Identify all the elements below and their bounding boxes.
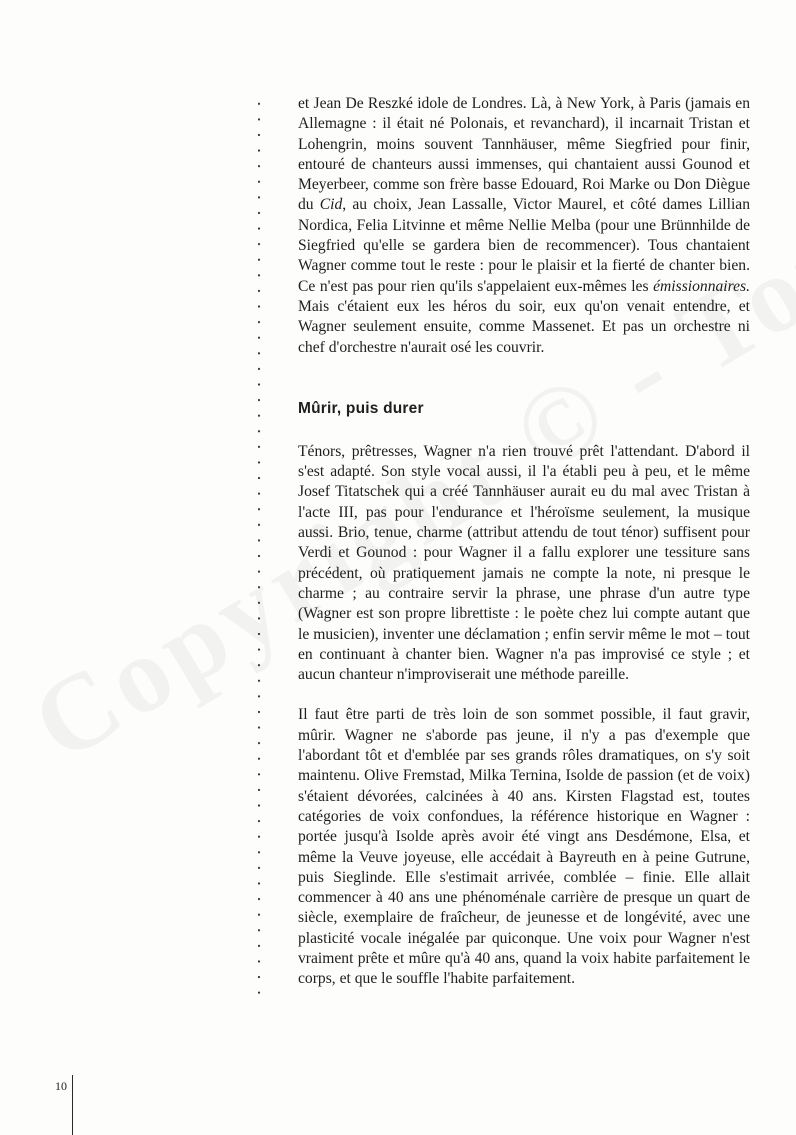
body-paragraph: Ténors, prêtresses, Wagner n'a rien trouvé prêt l'attendant. D'abord il s'est adapté. Son style vocal aussi, il l'a établi peu à peu, et le même Josef Titatschek qui a créé Tannhäuser aurait eu du mal avec Tristan à l'acte III, pas pour l'endurance et l'héroïsme seulement, la musique aussi. Brio, tenue, charme (attribut attendu de tout ténor) suffisent pour Verdi et Gounod : pour Wagner il a fallu explorer une tessiture sans précédent, où pratiquement jamais ne compte la note, ni presque le charme ; au contraire servir la phrase, une phrase d'un autre type (Wagner est son propre librettiste : le poète chez lui compte autant que le musicien), inventer une déclamation ; enfin servir même le mot – tout en continuant à chanter bien. Wagner n'a pas improvisé ce style ; et aucun chanteur n'improviserait une méthode pareille.	[298, 442, 750, 684]
page-number: 10	[55, 1079, 67, 1093]
intro-paragraph	[298, 94, 750, 358]
body-paragraph: Il faut être parti de très loin de son sommet possible, il faut gravir, mûrir. Wagner ne s'aborde pas jeune, il n'y a pas d'exemple que l'abordant tôt et d'emblée par ses grands rôles dramatiques, on s'y soit maintenu. Olive Fremstad, Milka Ternina, Isolde de passion (et de voix) s'étaient dévorées, calcinées à 40 ans. Kirsten Flagstad est, toutes catégories de voix confondues, la référence historique en Wagner : portée jusqu'à Isolde après avoir été vingt ans Desdémone, Elsa, et même la Veuve joyeuse, elle accédait à Bayreuth en à peine Gutrune, puis Sieglinde. Elle s'estimait arrivée, comblée – finie. Elle allait commencer à 40 ans une phénoménale carrière de presque un quart de siècle, exemplaire de fraîcheur, de jeunesse et de longévité, avec une plasticité vocale inégalée par quiconque. Une voix pour Wagner n'est vraiment prête et mûre qu'à 40 ans, quand la voix habite parfaitement le corps, et que le souffle l'habite parfaitement.	[298, 706, 750, 988]
dotted-margin-line	[255, 96, 263, 996]
text-column	[298, 94, 750, 990]
intro-text-end: Mais c'étaient eux les héros du soir, eux qu'on venait entendre, et Wagner seulement ensuite, comme Massenet. Et pas un orchestre ni chef d'orchestre n'aurait osé les couvrir.	[298, 297, 750, 356]
section-heading: Mûrir, puis durer	[298, 399, 424, 417]
intro-text-middle: , au choix, Jean Lassalle, Victor Maurel, et côté dames Lillian Nordica, Felia Litvinne et même Nellie Melba (pour une Brünnhilde de Siegfried qu'elle se gardera bien de recommencer). Tous chantaient Wagner comme tout le reste : pour le plaisir et la fierté de chanter bien. Ce n'est pas pour rien qu'ils s'appelaient eux-mêmes les	[298, 196, 750, 295]
footer-vertical-rule	[72, 1075, 73, 1135]
italic-title-cid: Cid	[319, 196, 343, 214]
intro-text-start: et Jean De Reszké idole de Londres. Là, à New York, à Paris (jamais en Allemagne : il était né Polonais, et revanchard), il incarnait Tristan et Lohengrin, moins souvent Tannhäuser, même Siegfried pour finir, entouré de chanteurs aussi immenses, qui chantaient aussi Gounod et Meyerbeer, comme son frère basse Edouard, Roi Marke ou Don Diègue du	[298, 95, 750, 214]
italic-term-emissionnaires: émissionnaires.	[653, 277, 750, 295]
